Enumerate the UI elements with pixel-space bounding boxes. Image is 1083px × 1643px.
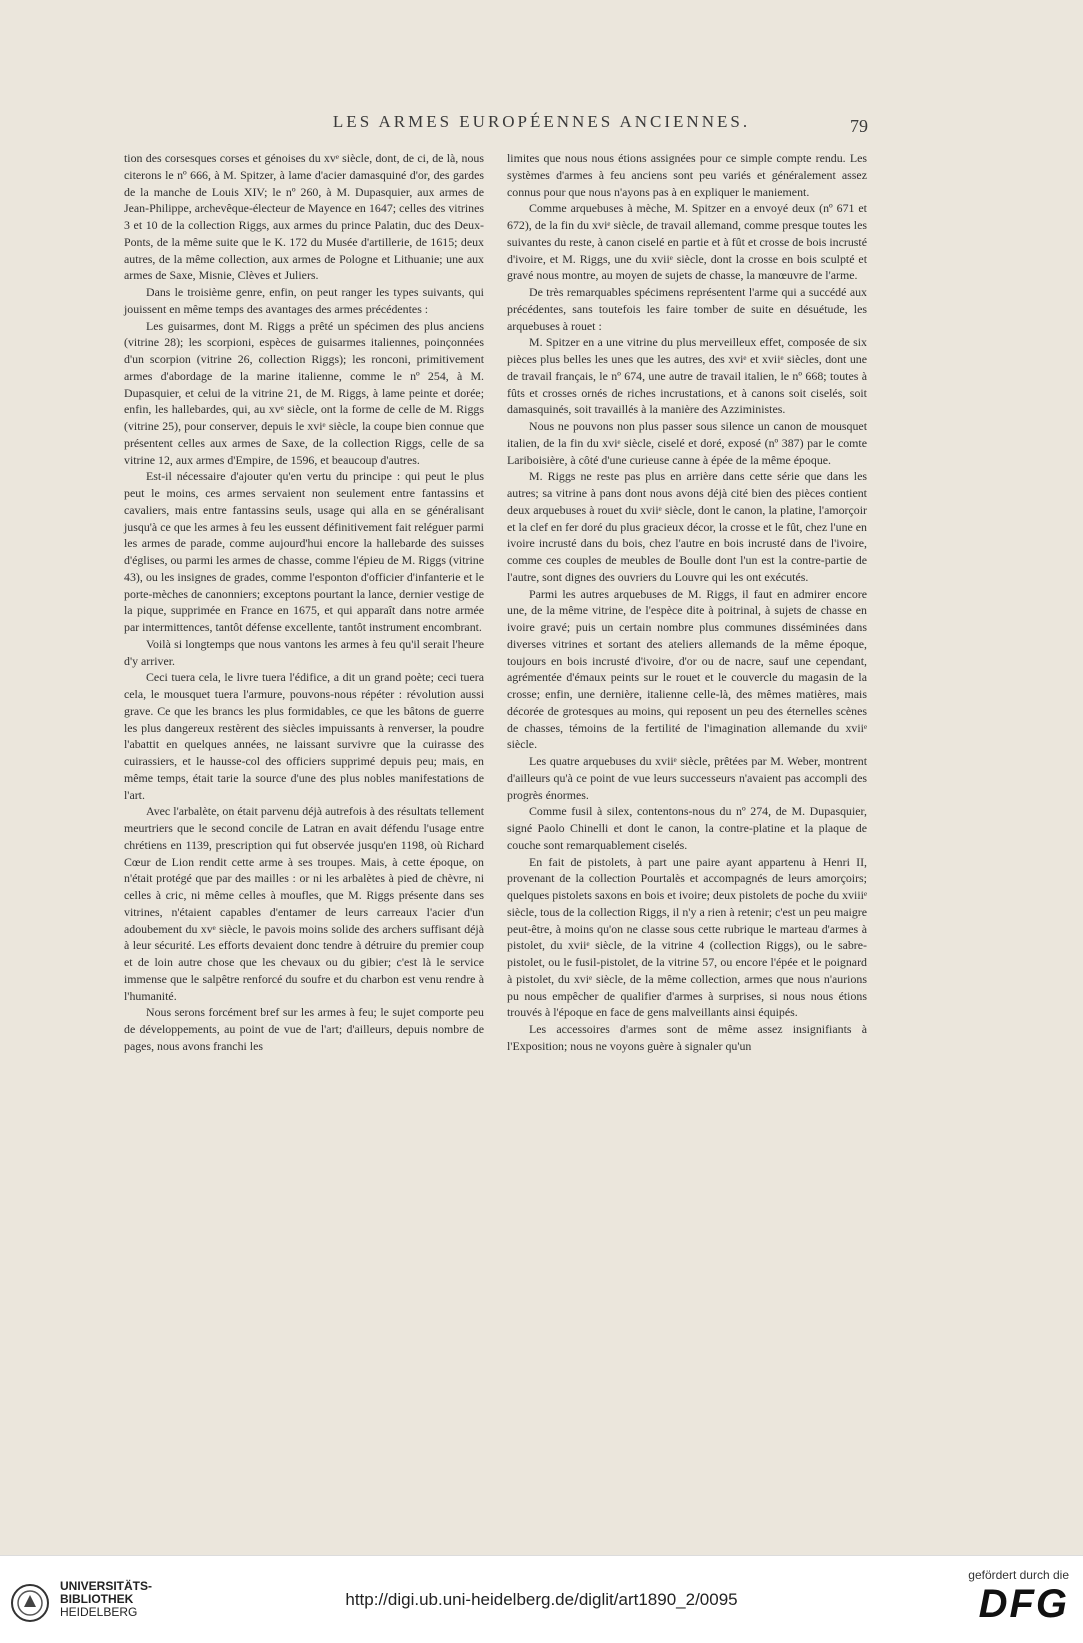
- left-text-column: [124, 150, 484, 1055]
- paragraph: Les accessoires d'armes sont de même assez insignifiants à l'Exposition; nous ne voyons guère à signaler qu'un: [507, 1022, 867, 1053]
- library-name-line3: HEIDELBERG: [60, 1605, 138, 1619]
- dfg-logo: DFG: [978, 1582, 1069, 1626]
- footer-bar: [0, 1555, 1083, 1643]
- paragraph: Nous serons forcément bref sur les armes à feu; le sujet comporte peu de développements, au point de vue de l'art; d'ailleurs, depuis nombre de pages, nous avons franchi les: [124, 1005, 484, 1053]
- paragraph: Voilà si longtemps que nous vantons les armes à feu qu'il serait l'heure d'y arriver.: [124, 636, 484, 668]
- paragraph: Est-il nécessaire d'ajouter qu'en vertu du principe : qui peut le plus peut le moins, ces armes servaient non seulement entre fantassins et cavaliers, mais entre fantassins seuls, usage qui alla en se généralisant jusqu'à ce que les armes à feu les eussent définitivement fait reléguer parmi les armes de parade, comme aujourd'hui encore la hallebarde des suisses d'églises, ou parmi les armes de chasse, comme l'épieu de M. Riggs (vitrine 43), ou les insignes de grades, comme l'esponton d'officier d'infanterie et le porte-mèches de canonniers; exceptons pourtant la lance, dernier vestige de la pique, supprimée en France en 1675, et qui apparaît dans notre armée par intermittences, tantôt défense excellente, tantôt instrument encombrant.: [124, 469, 484, 634]
- library-name-line1: UNIVERSITÄTS-: [60, 1579, 153, 1593]
- paragraph: De très remarquables spécimens représentent l'arme qui a succédé aux précédentes, sans toutefois les faire tomber de suite en désuétude, les arquebuses à rouet :: [507, 285, 867, 333]
- library-name-line2: BIBLIOTHEK: [60, 1592, 134, 1606]
- paragraph: Les quatre arquebuses du xviiᵉ siècle, prêtées par M. Weber, montrent d'ailleurs qu'à ce point de vue leurs successeurs n'avaient pas accompli des progrès énormes.: [507, 754, 867, 802]
- paragraph: limites que nous nous étions assignées pour ce simple compte rendu. Les systèmes d'armes à feu anciens sont peu variés et généralement assez connus pour que nous n'ayons pas à en expliquer le maniement.: [507, 151, 867, 199]
- paragraph: tion des corsesques corses et génoises du xvᵉ siècle, dont, de ci, de là, nous citerons le nº 666, à M. Spitzer, à lame d'acier damasquiné d'or, des gardes de la manche de Louis XIV; le nº 260, à M. Dupasquier, aux armes de Jean-Philippe, archevêque-électeur de Mayence en 1647; celles des vitrines 3 et 10 de la collection Riggs, aux armes du prince Palatin, duc des Deux-Ponts, de la même suite que le K. 172 du Musée d'artillerie, de 1615; deux autres, de la même collection, aux armes de Pologne et Lithuanie; une aux armes de Saxe, Misnie, Clèves et Juliers.: [124, 151, 484, 283]
- paragraph: Nous ne pouvons non plus passer sous silence un canon de mousquet italien, de la fin du xviᵉ siècle, ciselé et doré, exposé (nº 387) par le comte Lariboisière, à côté d'une curieuse canne à épée de la même époque.: [507, 419, 867, 467]
- paragraph: M. Spitzer en a une vitrine du plus merveilleux effet, composée de six pièces plus belles les unes que les autres, des xviᵉ et xviiᵉ siècles, dont une de travail français, le nº 674, une autre de travail italien, le nº 668; toutes à fûts et crosses ornés de riches incrustations, et à canons soit ciselés, soit damasquinés, soit travaillés à la manière des Azziministes.: [507, 335, 867, 417]
- page-number: 79: [850, 116, 868, 136]
- paragraph: Dans le troisième genre, enfin, on peut ranger les types suivants, qui jouissent en même temps des avantages des armes précédentes :: [124, 285, 484, 316]
- paragraph: Ceci tuera cela, le livre tuera l'édifice, a dit un grand poète; ceci tuera cela, le mousquet tuera l'armure, pouvons-nous répéter : révolution aussi grave. Ce que les brancs les plus formidables, ce que les bâtons de guerre les plus dangereux restèrent des siècles impuissants à renverser, la poudre l'abattit en quelques années, ne laissant survivre que la cuirasse des cuirassiers, et le hausse-col des officiers supprimé depuis peu; mais, en même temps, était tarie la source d'une des plus nobles manifestations de l'art.: [124, 670, 484, 802]
- paragraph: Les guisarmes, dont M. Riggs a prêté un spécimen des plus anciens (vitrine 28); les scorpioni, espèces de guisarmes italiennes, poinçonnées d'un scorpion (vitrine 26, collection Riggs); les ronconi, primitivement armes d'abordage de la marine italienne, comme le nº 254, à M. Dupasquier, et celui de la vitrine 21, de M. Riggs, à lame peinte et dorée; enfin, les hallebardes, qui, au xvᵉ siècle, ont la forme de celle de M. Riggs (vitrine 25), pour conserver, depuis le xviᵉ siècle, la coupe bien connue que présentent celles aux armes de Saxe, de la collection Riggs, celle de sa vitrine 12, aux armes d'Empire, de 1596, et beaucoup d'autres.: [124, 318, 484, 467]
- paragraph: Avec l'arbalète, on était parvenu déjà autrefois à des résultats tellement meurtriers que le second concile de Latran en avait défendu l'usage entre chrétiens en 1139, prescription qui fut observée jusqu'en 1198, où Richard Cœur de Lion rendit cette arme à ses troupes. Mais, à cette époque, on n'était protégé que par des mailles : or ni les arbalètes à pied de chèvre, ni celles à cric, ni même celles à moufles, que M. Riggs présente dans ses vitrines, n'étaient capables d'entamer de leurs carreaux l'acier d'un adoubement du xvᵉ siècle, le pavois moins solide des archers suffisant déjà à leur sécurité. Les efforts devaient donc tendre à détruire du premier coup et de loin autre chose que les chevaux ou du gibier; c'est là le service immense que le salpêtre renforcé du soufre et du charbon est venu rendre à l'humanité.: [124, 804, 484, 1003]
- right-text-column: [507, 150, 867, 1055]
- paragraph: Comme arquebuses à mèche, M. Spitzer en a envoyé deux (nº 671 et 672), de la fin du xviᵉ siècle, de travail allemand, comme presque toutes les suivantes du reste, à canon ciselé en partie et à fût et crosse de bois incrusté d'ivoire, et M. Riggs, une du xviiᵉ siècle, dont la crosse en bois sculpté et gravé nous montre, au moyen de sujets de chasse, la manœuvre de l'arme.: [507, 201, 867, 283]
- paragraph: Parmi les autres arquebuses de M. Riggs, il faut en admirer encore une, de la même vitrine, de l'espèce dite à poitrinal, à sujets de chasse en ivoire gravé; puis un certain nombre plus communes disséminées dans diverses vitrines et sortant des ateliers allemands de la même époque, toujours en bois incrusté d'ivoire, d'or ou de nacre, sauf une cependant, agrémentée d'émaux peints sur le rouet et le couvercle du magasin de la crosse; enfin, une dernière, italienne celle-là, des mêmes matières, mais décorée de grotesques au moins, qui reposent un peu des éternelles scènes de chasses, témoins de la fertilité de l'imagination allemande du xviiᵉ siècle.: [507, 586, 867, 752]
- funded-by-label: gefördert durch die: [968, 1568, 1069, 1582]
- paragraph: M. Riggs ne reste pas plus en arrière dans cette série que dans les autres; sa vitrine à pans dont nous avons déjà cité bien des pièces contient deux arquebuses à rouet du xviiᵉ siècle, dont le canon, la platine, l'amorçoir et la clef en fer doré du plus gracieux décor, la crosse et le fût, chez l'une en ivoire incrusté dans du bois, chez l'autre en bois incrusté dans de l'ivoire, comme ces couples de meubles de Boulle dont l'un est la contre-partie de l'autre, sont dignes des ouvriers du Louvre qui les ont exécutés.: [507, 469, 867, 584]
- running-head: LES ARMES EUROPÉENNES ANCIENNES.: [332, 112, 751, 131]
- paragraph: En fait de pistolets, à part une paire ayant appartenu à Henri II, provenant de la collection Pourtalès et accompagnés de leurs amorçoirs; quelques pistolets saxons en bois et ivoire; deux pistolets de poche du xviiiᵉ siècle, tous de la collection Riggs, il n'y a rien à retenir; c'est un peu maigre peut-être, à moins qu'on ne classe sous cette rubrique le marteau d'armes à pistolet, du xviiᵉ siècle, de la vitrine 4 (collection Riggs), ou le sabre-pistolet, ou le fusil-pistolet, de la vitrine 57, ou encore l'épée et le poignard à pistolet, du xviᵉ siècle, de la même collection, armes que nous n'aurions pu nous empêcher de qualifier d'armes à surprises, si nous nous étions trouvés à l'époque en face de gens malveillants ainsi équipés.: [507, 854, 867, 1020]
- paragraph: Comme fusil à silex, contentons-nous du nº 274, de M. Dupasquier, signé Paolo Chinelli et dont le canon, la contre-platine et la plaque de couche sont remarquablement ciselés.: [507, 804, 867, 852]
- permalink-url[interactable]: http://digi.ub.uni-heidelberg.de/diglit/art1890_2/0095: [345, 1590, 738, 1609]
- funder-block[interactable]: [968, 1568, 1069, 1626]
